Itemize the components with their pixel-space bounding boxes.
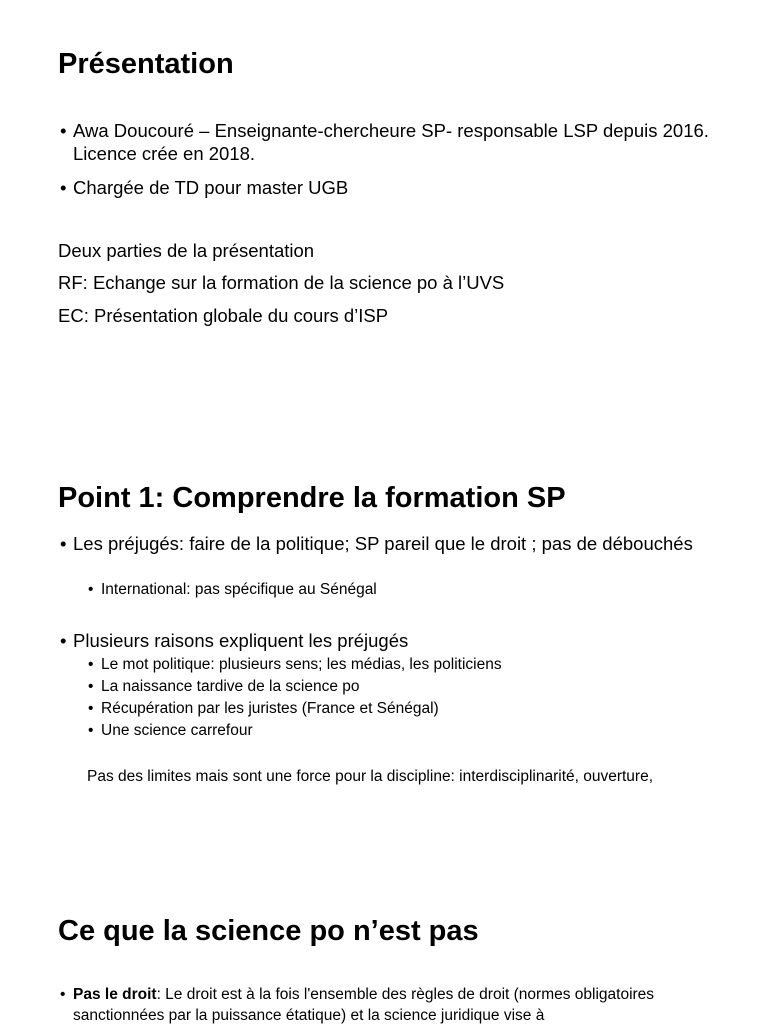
bullet-item bbox=[60, 119, 710, 165]
bullet-dot-icon: • bbox=[60, 986, 66, 1003]
bullet-dot-icon: • bbox=[88, 581, 94, 598]
bullet-dot-icon: • bbox=[88, 700, 94, 717]
note-text: Pas des limites mais sont une force pour la discipline: interdisciplinarité, ouverture, bbox=[87, 768, 654, 785]
sub-bullet-text: La naissance tardive de la science po bbox=[101, 678, 360, 695]
sub-bullet-text: International: pas spécifique au Sénégal bbox=[101, 581, 377, 598]
bullet-item bbox=[60, 534, 710, 554]
bullet-text: Chargée de TD pour master UGB bbox=[73, 177, 349, 198]
sub-bullet-text: Une science carrefour bbox=[101, 722, 253, 739]
bullet-item bbox=[60, 176, 710, 199]
bullet-text: Les préjugés: faire de la politique; SP pareil que le droit ; pas de débouchés bbox=[73, 533, 693, 554]
slide-title: Présentation bbox=[58, 48, 234, 80]
sub-bullet-item bbox=[88, 654, 708, 676]
slide-title: Point 1: Comprendre la formation SP bbox=[58, 482, 566, 514]
sub-bullet-item bbox=[88, 676, 708, 698]
bullet-item bbox=[60, 984, 710, 1026]
bullet-item bbox=[60, 629, 710, 652]
sub-bullet-item bbox=[88, 698, 708, 720]
bullet-text: Awa Doucouré – Enseignante-chercheure SP- responsable LSP depuis 2016. Licence crée en 2018. bbox=[73, 120, 709, 164]
bullet-dot-icon: • bbox=[60, 630, 67, 651]
bullet-dot-icon: • bbox=[60, 533, 67, 554]
text-line: Deux parties de la présentation bbox=[58, 240, 315, 261]
bullet-bold-term: Pas le droit bbox=[73, 986, 157, 1003]
bullet-dot-icon: • bbox=[60, 120, 67, 141]
sub-bullet-text: Récupération par les juristes (France et Sénégal) bbox=[101, 700, 439, 717]
sub-bullet-item bbox=[88, 579, 708, 601]
bullet-dot-icon: • bbox=[88, 656, 94, 673]
text-line: RF: Echange sur la formation de la science po à l’UVS bbox=[58, 272, 505, 293]
bullet-dot-icon: • bbox=[60, 177, 67, 198]
bullet-text: Plusieurs raisons expliquent les préjugés bbox=[73, 630, 409, 651]
bullet-dot-icon: • bbox=[88, 678, 94, 695]
sub-bullet-item bbox=[88, 720, 708, 742]
slide-title: Ce que la science po n’est pas bbox=[58, 915, 479, 947]
text-line: EC: Présentation globale du cours d’ISP bbox=[58, 305, 389, 326]
sub-bullet-text: Le mot politique: plusieurs sens; les médias, les politiciens bbox=[101, 656, 502, 673]
bullet-text: : Le droit est à la fois l'ensemble des règles de droit (normes obligatoires sanctionnées par la puissance étatique) et la science juridique vise à bbox=[73, 986, 655, 1024]
bullet-dot-icon: • bbox=[88, 722, 94, 739]
